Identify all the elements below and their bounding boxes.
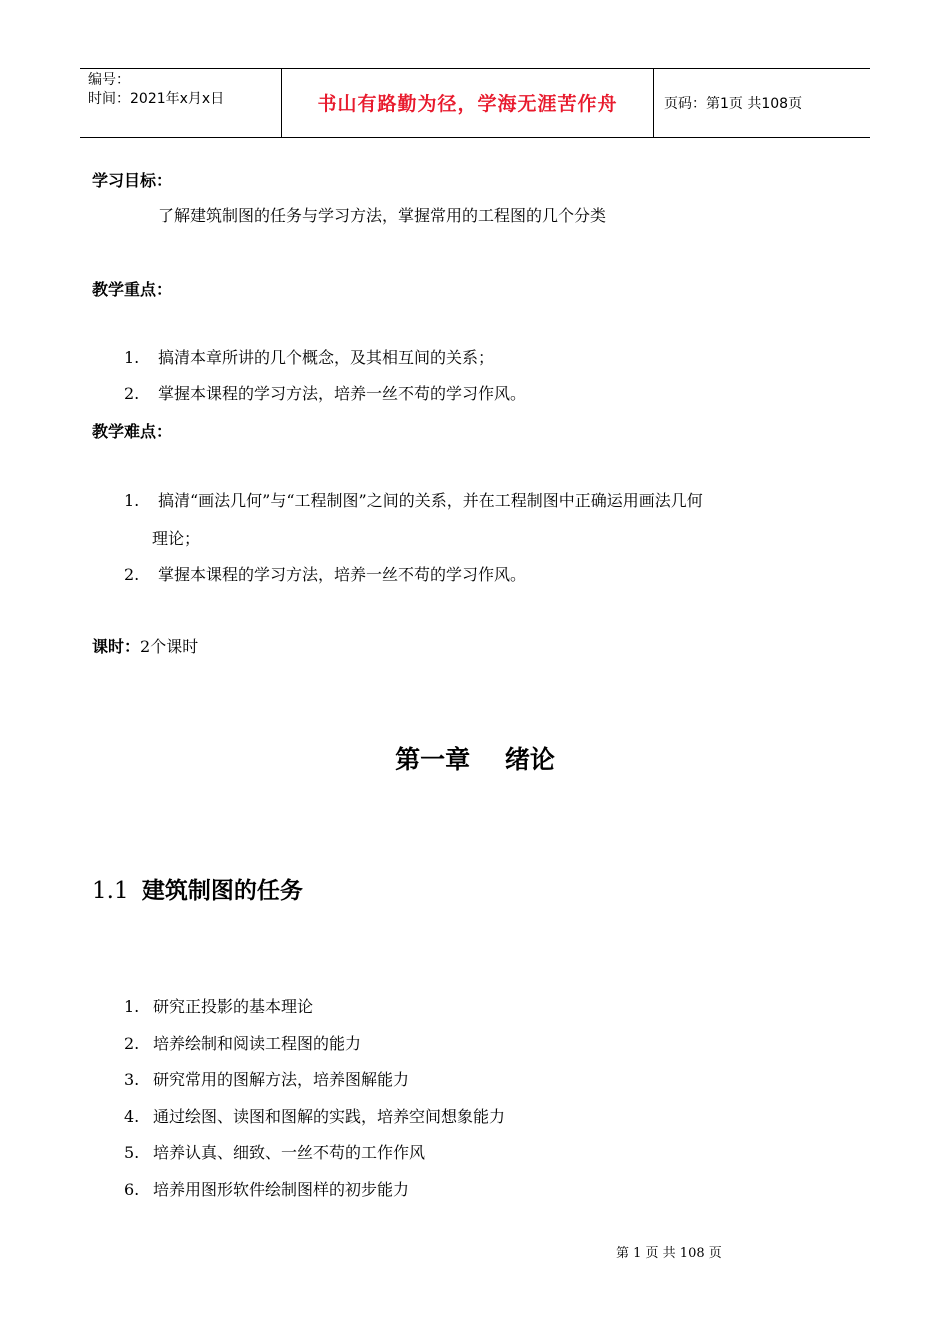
list-item-number: 1. bbox=[124, 491, 140, 510]
section-title: 建筑制图的任务 bbox=[141, 878, 303, 904]
list-item bbox=[124, 1034, 361, 1054]
header-page-cell bbox=[654, 69, 870, 137]
list-item-text: 搞清“画法几何”与“工程制图”之间的关系，并在工程制图中正确运用画法几何 bbox=[158, 491, 703, 510]
document-number-label: 编号： bbox=[88, 72, 130, 88]
section-number: 1.1 bbox=[92, 878, 129, 904]
list-item-text: 研究常用的图解方法，培养图解能力 bbox=[153, 1070, 410, 1089]
list-item-number: 6. bbox=[124, 1180, 140, 1199]
header-page-info: 页码：第1页 共108页 bbox=[664, 96, 803, 112]
list-item-number: 2. bbox=[124, 565, 140, 584]
chapter-title: 第一章 绪论 bbox=[395, 745, 555, 774]
objectives-label: 学习目标： bbox=[92, 171, 173, 190]
list-item-text: 培养绘制和阅读工程图的能力 bbox=[153, 1034, 362, 1053]
list-item bbox=[124, 491, 703, 511]
class-hours-value: 2个课时 bbox=[140, 637, 199, 656]
page-footer: 第 1 页 共 108 页 bbox=[616, 1246, 722, 1261]
list-item bbox=[124, 565, 526, 585]
list-item-number: 1. bbox=[124, 997, 140, 1016]
list-item bbox=[124, 348, 494, 368]
list-item-number: 2. bbox=[124, 384, 140, 403]
header-table bbox=[80, 68, 870, 138]
list-item bbox=[124, 1107, 505, 1127]
list-item-continuation: 理论； bbox=[152, 529, 201, 548]
list-item-text: 培养认真、细致、一丝不苟的工作作风 bbox=[153, 1143, 426, 1162]
class-hours-label: 课时： bbox=[92, 637, 141, 656]
list-item bbox=[124, 384, 526, 404]
class-hours bbox=[92, 637, 198, 657]
key-points-label: 教学重点： bbox=[92, 280, 173, 299]
header-motto: 书山有路勤为径，学海无涯苦作舟 bbox=[317, 93, 618, 115]
list-item-number: 4. bbox=[124, 1107, 140, 1126]
list-item-text: 研究正投影的基本理论 bbox=[153, 997, 314, 1016]
list-item-number: 1. bbox=[124, 348, 140, 367]
list-item-text: 通过绘图、读图和图解的实践，培养空间想象能力 bbox=[153, 1107, 506, 1126]
list-item bbox=[124, 1143, 425, 1163]
list-item-text: 搞清本章所讲的几个概念，及其相互间的关系； bbox=[158, 348, 495, 367]
header-motto-cell bbox=[282, 69, 654, 137]
list-item-text: 掌握本课程的学习方法，培养一丝不苟的学习作风。 bbox=[158, 384, 527, 403]
objectives-text: 了解建筑制图的任务与学习方法，掌握常用的工程图的几个分类 bbox=[158, 206, 607, 225]
list-item-number: 2. bbox=[124, 1034, 140, 1053]
list-item-text: 培养用图形软件绘制图样的初步能力 bbox=[153, 1180, 410, 1199]
list-item bbox=[124, 1070, 409, 1090]
header-left-cell bbox=[80, 69, 282, 137]
list-item bbox=[124, 1180, 409, 1200]
difficulties-label: 教学难点： bbox=[92, 422, 173, 441]
list-item-number: 5. bbox=[124, 1143, 140, 1162]
document-time-label: 时间：2021年x月x日 bbox=[88, 91, 225, 107]
section-heading bbox=[92, 876, 303, 906]
list-item-text: 掌握本课程的学习方法，培养一丝不苟的学习作风。 bbox=[158, 565, 527, 584]
list-item-number: 3. bbox=[124, 1070, 140, 1089]
list-item bbox=[124, 997, 313, 1017]
